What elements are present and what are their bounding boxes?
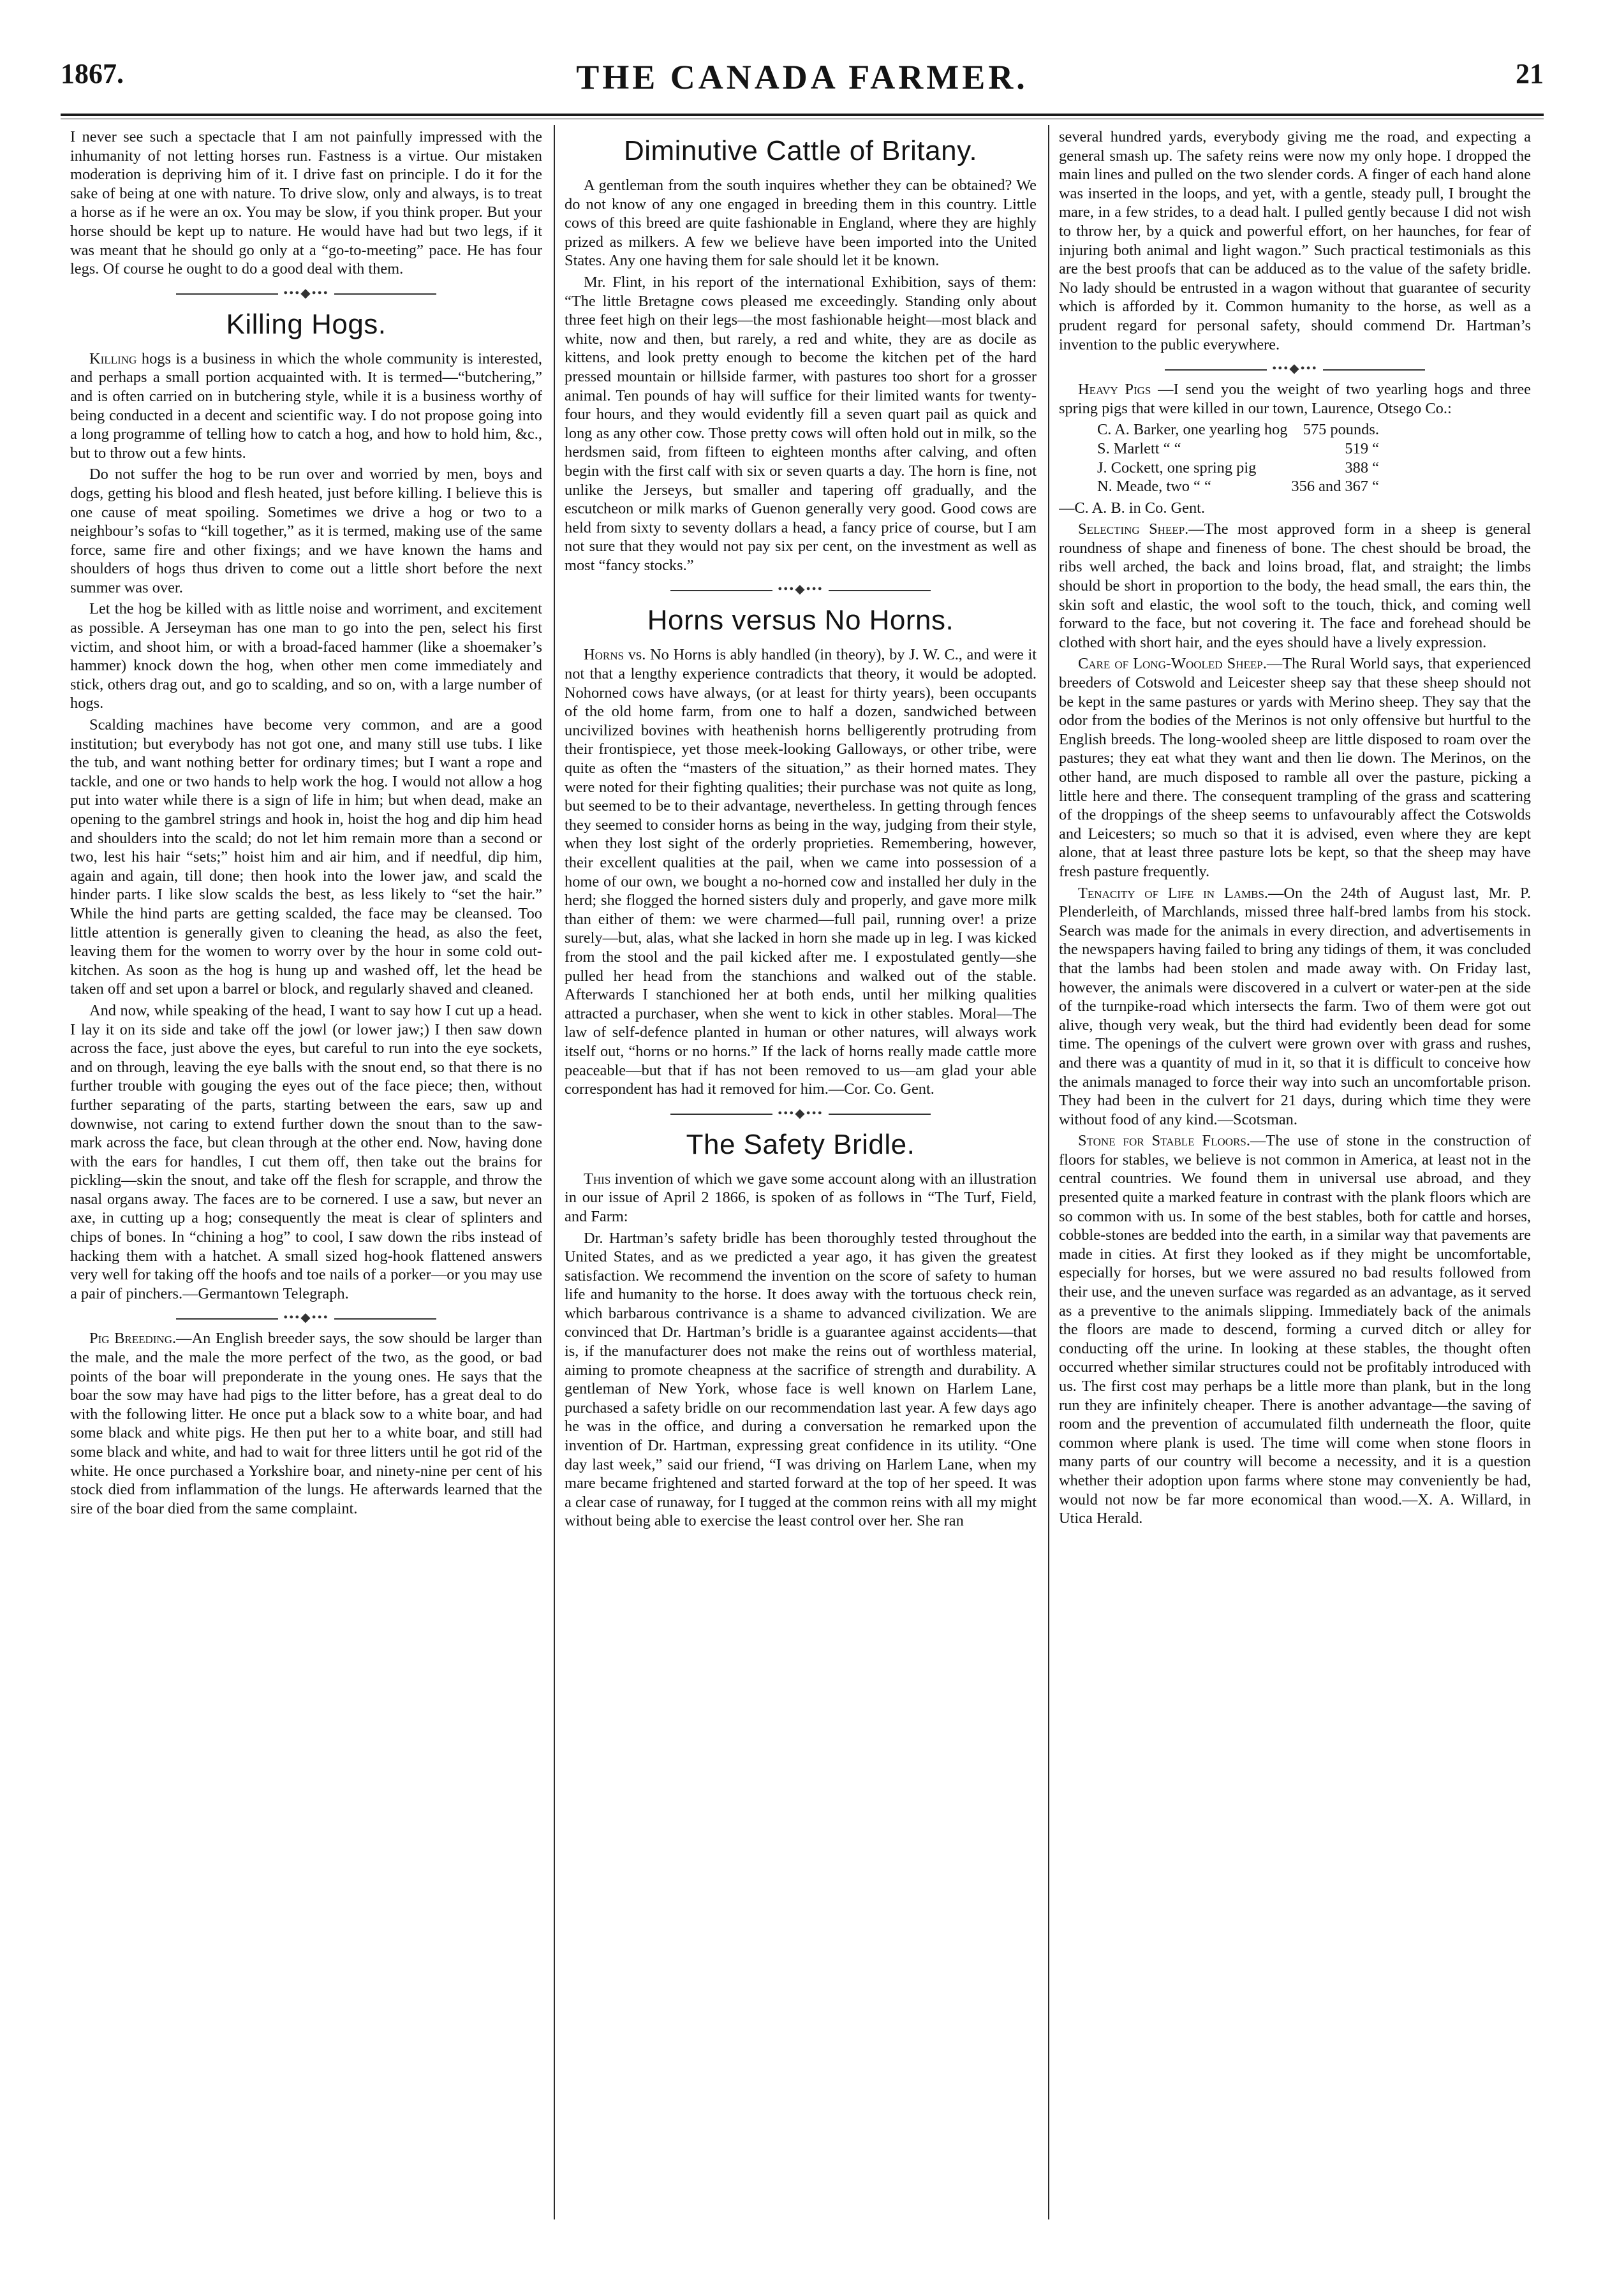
- page-number: 21: [1516, 58, 1544, 89]
- page-header: [61, 57, 1544, 108]
- table-row: [1097, 420, 1383, 439]
- article-title-killing-hogs: Killing Hogs.: [226, 308, 387, 340]
- paragraph: [1059, 380, 1531, 418]
- column-divider: [554, 125, 555, 2219]
- item-heading-tenacity: Tenacity of Life in Lambs.: [1078, 884, 1269, 902]
- item-heading-stone-floors: Stone for Stable Floors.: [1078, 1132, 1250, 1150]
- paragraph: A gentleman from the south inquires whether they can be obtained? We do not know of any one engaged in breeding them in this country. Little cows of this breed are quite fashionable in England, where they are highly prized as milkers. A few we believe have been imported into the United States. Any one having them for sale should let it be known.: [565, 177, 1037, 270]
- hog-weights-table: [1097, 420, 1383, 496]
- issue-year: 1867.: [61, 58, 124, 89]
- masthead-title: THE CANADA FARMER.: [576, 58, 1028, 96]
- paragraph: [1059, 654, 1531, 881]
- table-cell: 388 “: [1345, 459, 1379, 476]
- table-row: [1097, 459, 1383, 478]
- paragraph-text: —On the 24th of August last, Mr. P. Plenderleith, of Marchlands, missed three half-bred lambs from his stock. Search was made for the animals in every direction, and advertisements in the newspapers having failed to bring any tidings of them, it was concluded that the lambs had been stolen and made away with. On Friday last, however, the animals were discovered in a culvert or water-pen at the side of the turnpike-road which intersects the farm. Two of them were got out alive, though very weak, but the third had evidently been dead for some time. The openings of the culvert were grown over with grass and rushes, and there was a quantity of mud in it, so that it is difficult to conceive how the animals managed to force their way into such an uncomfortable prison. They had been in the culvert for 21 days, during which time they were without food of any kind.—Scotsman.: [1059, 884, 1531, 1128]
- section-ornament: •••◆•••: [70, 1309, 542, 1325]
- paragraph: Do not suffer the hog to be run over and worried by men, boys and dogs, getting his blood and flesh heated, just before killing. I believe this is one cause of meat spoiling. Sometimes we drive a hog or two to a neighbour’s sofas to “kill together,” as it is termed, making use of the same force, same fire and other fixings; and we have known the hams and shoulders of hogs thus driven to come out a little short before the next summer was over.: [70, 466, 542, 596]
- paragraph-text: —An English breeder says, the sow should be larger than the male, and the male the more perfect of the two, as the good, or bad points of the boar will preponderate in the young ones. He says that the boar the sow may have had pigs to the litter before, has a great deal to do with the following litter. He once put a black sow to a white boar, and had some black and white pigs. He then put her to a white boar, and still had some black and white, and had to wait for three litters until he got rid of the white. He once purchased a Yorkshire boar, and ninety-nine per cent of his stock died from inflammation of the lungs. He afterwards learned that the sire of the boar died from the same complaint.: [70, 1330, 542, 1517]
- section-ornament: •••◆•••: [565, 581, 1037, 597]
- lead-word: Killing: [89, 350, 137, 367]
- paragraph: [70, 1329, 542, 1518]
- paragraph: [1059, 1131, 1531, 1527]
- header-rule: [61, 114, 1544, 116]
- lead-word: This: [584, 1170, 611, 1188]
- paragraph-text: hogs is a business in which the whole community is interested, and perhaps a small portion acquainted with. It is termed—“butchering,” and is often carried on in butchering style, while it is a business worthy of being conducted in a decent and scientific way. I do not propose going into a long programme of telling how to catch a hog, and how to hold him, &c., but to throw out a few hints.: [70, 350, 542, 462]
- section-ornament: •••◆•••: [70, 285, 542, 301]
- item-heading-long-wooled-sheep: Care of Long-Wooled Sheep.: [1078, 655, 1267, 673]
- item-heading-heavy-pigs: Heavy Pigs: [1078, 381, 1151, 399]
- paragraph-text: —The most approved form in a sheep is general roundness of shape and fineness of bone. The chest should be broad, the ribs well arched, the back and loins broad, flat, and straight; the limbs should be short in proportion to the body, the head small, the ears thin, the skin soft and elastic, the wool soft to the touch, thick, and coming well forward to the face, but not covering it. The face and forehead should be clothed with short hair, and the eyes should have a lively expression.: [1059, 520, 1531, 651]
- paragraph: [1059, 520, 1531, 652]
- column-3: [1059, 128, 1531, 2239]
- paragraph: [70, 350, 542, 463]
- table-cell: N. Meade, two “ “: [1097, 478, 1211, 496]
- signature: —C. A. B. in Co. Gent.: [1059, 499, 1206, 517]
- bridle-article-continued: several hundred yards, everybody giving me the road, and expecting a general smash up. The safety reins were now my only hope. I dropped the main lines and pulled on the two slender cords. A finger of each hand alone was inserted in the loops, and yet, with a gentle, steady pull, I brought the mare, in a few strides, to a dead halt. I pulled gently because I did not wish to throw her, by a quick and powerful effort, on her haunches, for fear of injuring both animal and light wagon.” Such practical testimonials as this are the best proofs that can be adduced as to the value of the safety bridle. No lady should be entrusted in a wagon without that guarantee of security which is afforded by it. Common humanity to the horse, as well as a prudent regard for personal safety, should commend Dr. Hartman’s invention to the public everywhere.: [1059, 128, 1531, 353]
- paragraph-text: —The Rural World says, that experienced breeders of Cotswold and Leicester sheep say that these sheep should not be kept in the same pastures or yards with Merino sheep. They say that the odor from the bodies of the Merinos is not only offensive but hurtful to the English breeds. The long-wooled sheep are little disposed to roam over the pastures; they eat what they want and then lie down. The Merinos, on the other hand, are much disposed to ramble all over the pasture, picking a little here and there. The consequent trampling of the grass and scattering of the droppings of the sheep seems to unfavourably affect the Cotswolds and Leicesters; so much so that it is advised, even where they are kept alone, that at least three pasture lots be kept, so that the sheep may have fresh pasture frequently.: [1059, 655, 1531, 880]
- table-cell: J. Cockett, one spring pig: [1097, 459, 1257, 476]
- column-1: [70, 128, 542, 2239]
- paragraph: Let the hog be killed with as little noise and worriment, and excitement as possible. A Jerseyman has one man to go into the pen, select his first victim, and shoot him, or with a broad-faced hammer (like a shoemaker’s hammer) knock down the hog, when other men come immediately and stick, others drag out, and go to scalding, and so on, with a large number of hogs.: [70, 600, 542, 712]
- table-cell: 519 “: [1345, 439, 1379, 457]
- paragraph: [565, 1170, 1037, 1226]
- paragraph: [565, 645, 1037, 1098]
- paragraph-text: invention of which we gave some account along with an illustration in our issue of April 2 1866, is spoken of as follows in “The Turf, Field, and Farm:: [565, 1170, 1037, 1225]
- paragraph: [1059, 884, 1531, 1130]
- section-ornament: •••◆•••: [1059, 360, 1531, 376]
- table-row: [1097, 439, 1383, 459]
- item-heading-pig-breeding: Pig Breeding.: [89, 1330, 177, 1348]
- table-row: [1097, 477, 1383, 496]
- paragraph-text: —I send you the weight of two yearling hogs and three spring pigs that were killed in our town, Laurence, Otsego Co.:: [1059, 381, 1531, 417]
- paragraph-text: —The use of stone in the construction of floors for stables, we believe is not common in America, at least not in the central countries. We found them in universal use abroad, and they presented quite a marked feature in contrast with the plank floors which are so common with us. In some of the best stables, both for cattle and horses, cobble-stones are bedded into the earth, in a similar way that pavements are made in cities. At first they looked as if they might be uncomfortable, especially for horses, but we were assured no bad results followed from their use, and the uneven surface was regarded as an advantage, as it served as a preventive to the animals slipping. Immediately back of the animals the floors are made to descend, forming a curved ditch or alley for conducting off the urine. In looking at these stables, the thought often occurred whether similar structures could not be profitably introduced with us. The first cost may perhaps be a little more than plank, but in the long run they are infinitely cheaper. There is another advantage—the saving of room and the prevention of accumulated filth underneath the floor, quite common where plank is used. The time will come when stone floors in many parts of our country will become a necessity, and it is a question whether their adoption upon farms where stone may conveniently be had, would not now be far more economical than wood.—X. A. Willard, in Utica Herald.: [1059, 1132, 1531, 1527]
- horse-article-continued: I never see such a spectacle that I am not painfully impressed with the inhumanity of not letting horses run. Fastness is a virtue. Our mistaken moderation is depriving him of it. I drive fast on principle. I do it for the sake of being at one with nature. To drive slow, only and always, is to treat a horse as if he were an ox. You may be slow, if you think proper. But your horse should be kept up to nature. He would have had but two legs, if it was meant that he should go only at a “go-to-meeting” pace. He has four legs. Of course he ought to do a good deal with them.: [70, 128, 542, 278]
- paragraph: Scalding machines have become very common, and are a good institution; but everybody has not got one, and many still use tubs. I like the tub, and want nothing better for ordinary times; but I want a rope and tackle, and one or two hands to help work the hog. I would not allow a hog put into water while there is a sign of life in him; but when dead, make an opening to the gambrel strings and hook in, hoist the hog and dip him head and shoulders into the scald; do not let him remain more than a second or two, lest his hair “sets;” hoist him and air him, and if needful, dip him, again and again, till done; then hook into the lower jaw, and scald the hinder parts. I like slow scalds the best, as less likely to “set the hair.” While the hind parts are getting scalded, the face may be cleansed. Too little attention is generally given to cleaning the head, as also the feet, leaving them for the women to worry over by the hour in some cold out-kitchen. As soon as the hog is hung up and washed off, let the head be taken off and set upon a barrel or block, and regularly shaved and cleaned.: [70, 716, 542, 998]
- article-title-britany-cattle: Diminutive Cattle of Britany.: [623, 135, 978, 166]
- paragraph-text: vs. No Horns is ably handled (in theory), by J. W. C., and were it not that a lengthy experience contradicts that theory, it would be adopted. Nohorned cows have always, (or at least for thirty years), been occupants of the old home farm, from one to half a dozen, sandwiched between uncivilized bovines with heathenish horns belligerently protruding from their frontispiece, yet those meek-looking Galloways, or other tribe, were quite as often the “masters of the situation,” as their horned mates. They were noted for their fighting qualities; their purchase was not quite as long, but seemed to be to their advantage, nevertheless. In getting through fences they seemed to consider horns as being in the way, judging from their style, when they lost sight of the orderly proprieties. Remembering, however, their excellent qualities at the pail, when we came into possession of a home of our own, we bought a no-horned cow and installed her duly in the herd; she flogged the horned sisters duly and properly, and gave more milk than either of them: we were charmed—full pail, running over! a prize surely—but, alas, what she lacked in horn she made up in leg. I was kicked from the stool and the pail kicked after me. I expostulated gently—she pulled her head from the stanchions and walked out of the stable. Afterwards I stanchioned her at both ends, until her milking qualities attracted a purchaser, when she went to kick in other stables. Moral—The law of self-defence planted in human or other natures, will always work itself out, “horns or no horns.” If the lack of horns really made cattle more peaceable—but that if has not been removed to us—am glad your able correspondent has had it removed for him.—Cor. Co. Gent.: [565, 646, 1037, 1098]
- paragraph: And now, while speaking of the head, I want to say how I cut up a head. I lay it on its side and take off the jowl (or lower jaw;) I then saw down across the face, just above the eyes, but careful to run into the eye sockets, and on through, leaving the eye balls with the snout end, so that there is no further trouble with gouging the eyes out of the face piece; then, without further separating of the parts, starting between the ears, saw up and downwise, not caring to extend further down the snout than to the saw-mark across the face, but clean through at the other end. Now, having done with the ears for handles, I cut them off, then take out the brains for pickling—skin the snout, and take off the flesh for scrapple, and throw the nasal organs away. The faces are to be cornered. I use a saw, but never an axe, in cutting up a hog; consequently the meat is clear of splinters and chips of bones. In “chining a hog” to cool, I saw down the ribs instead of hacking them with a hatchet. A small sized hog-hook flattened answers very well for taking off the hoofs and toe nails of a porker—or you may use a pair of pinchers.—Germantown Telegraph.: [70, 1001, 542, 1302]
- section-ornament: •••◆•••: [565, 1105, 1037, 1121]
- article-title-horns: Horns versus No Horns.: [647, 605, 954, 637]
- paragraph: Mr. Flint, in his report of the international Exhibition, says of them: “The little Bretagne cows pleased me exceedingly. Standing only about three feet high on their legs—the most fashionable height—most black and white, now and then, but rarely, a red and white, they are as docile as kittens, and look pretty enough to become the kitchen pet of the hard pressed mountain or hillside farmer, with pastures too short for a grosser animal. Ten pounds of hay will suffice for their limited wants for twenty-four hours, and they would evidently fill a seven quart pail as quick and long as any other cow. Those pretty cows will often hold out in milk, so the herdsmen said, from fifteen to eighteen months after calving, and often begin with the first calf with six or seven quarts a day. The horn is fine, not unlike the Jerseys, but smaller and tapering off gradually, and the escutcheon or milk marks of Guenon generally very good. Good cows are held from sixty to seventy dollars a head, a fancy price of course, but I am not sure that they would not pay six per cent, on the investment as well as most “fancy stocks.”: [565, 273, 1037, 574]
- item-heading-selecting-sheep: Selecting Sheep.: [1078, 520, 1189, 538]
- table-cell: 575 pounds.: [1303, 421, 1379, 439]
- column-divider: [1048, 125, 1049, 2219]
- paragraph: Dr. Hartman’s safety bridle has been thoroughly tested throughout the United States, and as we predicted a year ago, it has given the greatest satisfaction. We recommend the invention on the score of safety to human life and humanity to the horse. It does away with the tortuous check rein, which barbarous contrivance is a shame to advanced civilization. We are convinced that Dr. Hartman’s bridle is a guarantee against accidents—that is, if the manufacturer does not make the reins out of worthless material, aiming to promote cheapness at the sacrifice of strength and durability. A gentleman of New York, whose face is well known on Harlem Lane, purchased a safety bridle on our recommendation last year. A few days ago he was in the office, and during a conversation he remarked upon the invention of Dr. Hartman, expressing great confidence in its utility. “One day last week,” said our friend, “I was driving on Harlem Lane, when my mare became frightened and started forward at the top of her speed. It was a clear case of runaway, for I tugged at the common reins with all my might without being able to exercise the least control over her. She ran: [565, 1229, 1037, 1530]
- table-cell: S. Marlett “ “: [1097, 439, 1181, 457]
- lead-word: Horns: [584, 646, 624, 664]
- column-2: [565, 128, 1037, 2239]
- article-title-safety-bridle: The Safety Bridle.: [686, 1128, 915, 1160]
- table-cell: C. A. Barker, one yearling hog: [1097, 421, 1288, 439]
- table-cell: 356 and 367 “: [1291, 478, 1379, 496]
